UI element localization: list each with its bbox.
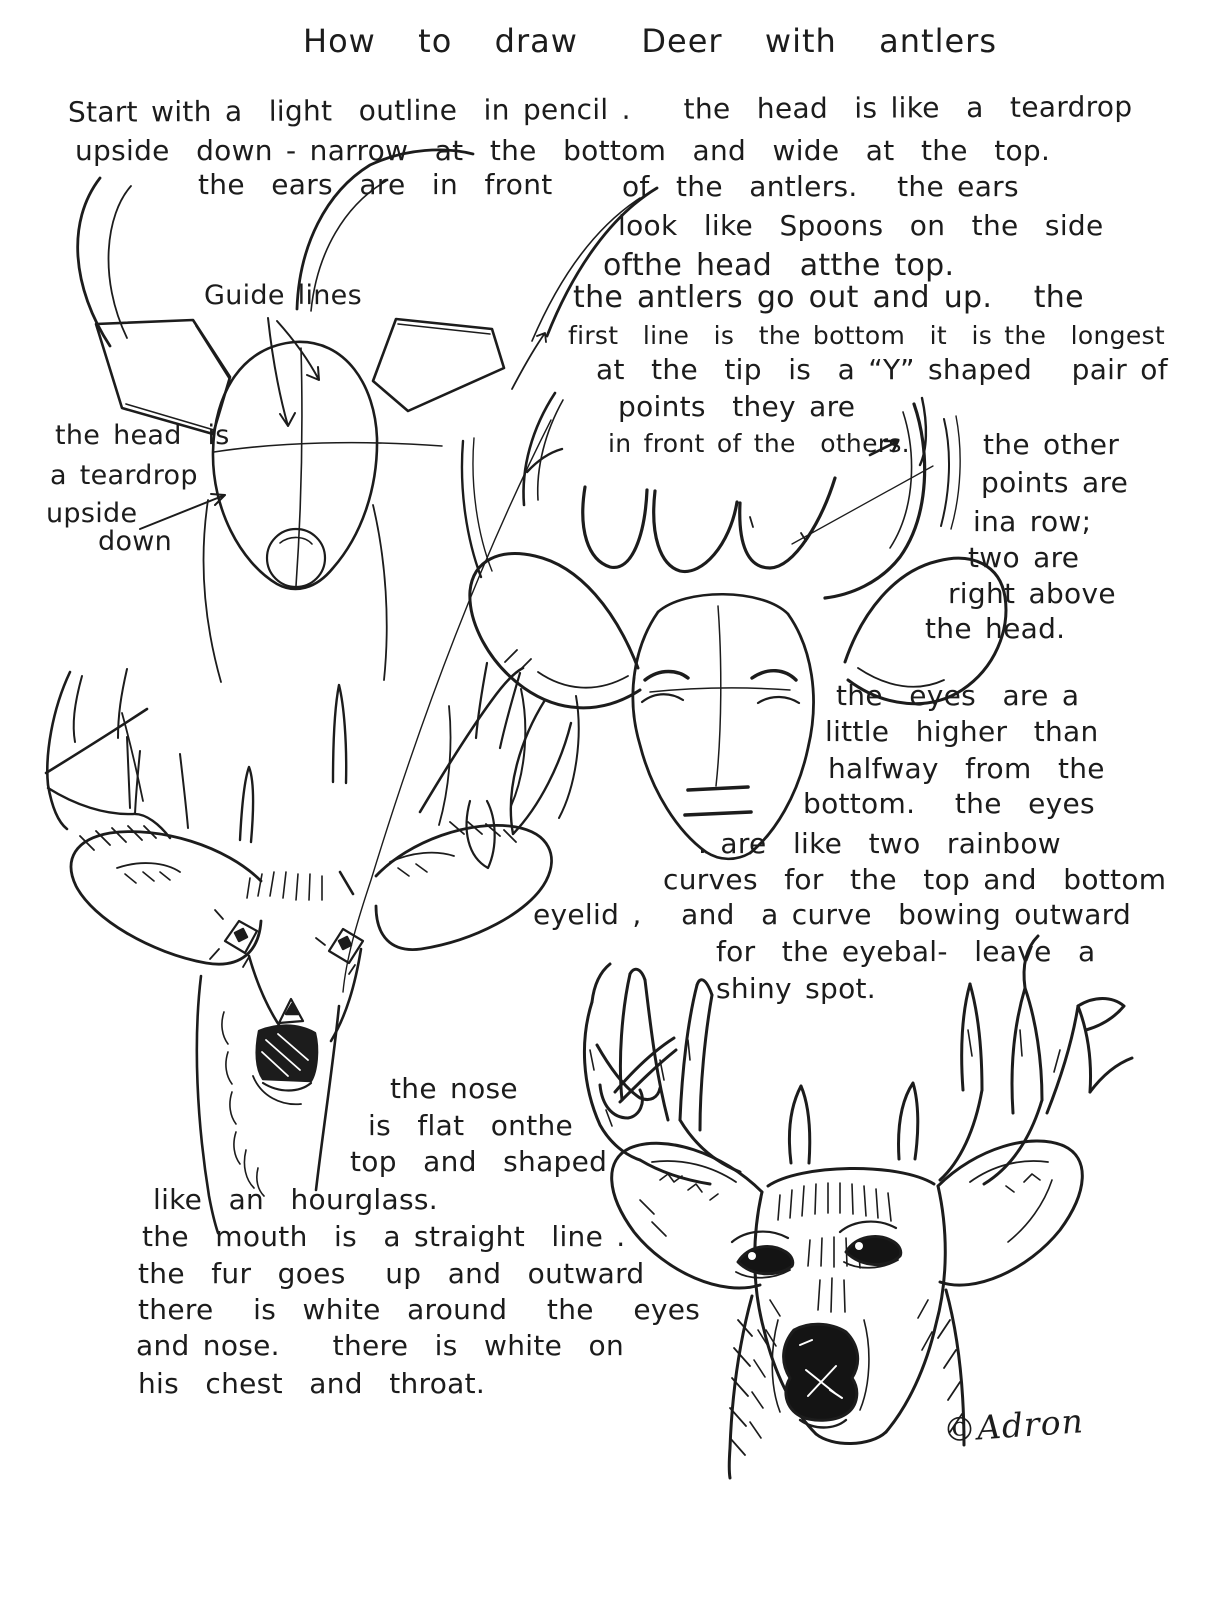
closing-note-line-5: and nose. there is white on: [136, 1329, 625, 1362]
artist-signature: ©Adron: [941, 1401, 1086, 1450]
other-points-line-1: the other: [983, 428, 1120, 461]
other-points-line-5: right above: [948, 577, 1116, 610]
teardrop-label-3: upside: [46, 498, 138, 529]
intro-line-1: Start with a light outline in pencil . the head is like a teardrop: [67, 90, 1133, 129]
nose-note-line-2: is flat onthe: [368, 1109, 574, 1142]
teardrop-label-1: the head is: [55, 420, 230, 451]
antlers-note-line-2: first line is the bottom it is the longest: [568, 321, 1165, 350]
closing-note-line-6: his chest and throat.: [138, 1367, 486, 1400]
ears-note-line-2: of the antlers. the ears: [622, 170, 1019, 203]
nose-note-line-1: the nose: [390, 1072, 518, 1105]
teardrop-label-2: a teardrop: [50, 460, 198, 491]
ears-note-line-1: the ears are in front: [198, 168, 553, 201]
eyes-note-line-4: bottom. the eyes: [803, 787, 1095, 820]
eyes-note-line-8: for the eyebal- leave a: [716, 935, 1096, 968]
other-points-line-4: two are: [968, 541, 1080, 574]
antlers-note-line-4: points they are: [618, 390, 856, 423]
other-points-line-3: ina row;: [973, 505, 1092, 538]
antlers-note-line-5: in front of the others.: [608, 429, 910, 458]
other-points-line-2: points are: [981, 466, 1129, 499]
ears-note-line-3: look like Spoons on the side: [618, 209, 1104, 242]
closing-note-line-3: the fur goes up and outward: [138, 1257, 645, 1290]
antlers-note-line-3: at the tip is a “Y” shaped pair of: [596, 353, 1168, 386]
eyes-note-line-6: curves for the top and bottom: [663, 863, 1167, 896]
page-title: How to draw Deer with antlers: [303, 22, 997, 60]
eyes-note-line-5: . are like two rainbow: [698, 827, 1061, 860]
nose-note-line-3: top and shaped: [350, 1145, 608, 1178]
closing-note-line-4: there is white around the eyes: [138, 1293, 701, 1326]
sketch-step4-finished-buck: [584, 936, 1132, 1478]
teardrop-label-4: down: [98, 526, 173, 557]
other-points-line-6: the head.: [925, 612, 1066, 645]
intro-line-2: upside down - narrow at the bottom and wide at the top.: [75, 134, 1051, 167]
closing-note-line-1: like an hourglass.: [153, 1183, 438, 1216]
eyes-note-line-2: little higher than: [825, 715, 1099, 748]
eyes-note-line-1: the eyes are a: [836, 679, 1080, 712]
closing-note-line-2: the mouth is a straight line .: [142, 1220, 626, 1253]
eyes-note-line-3: halfway from the: [828, 752, 1105, 785]
eyes-note-line-9: shiny spot.: [716, 972, 877, 1005]
eyes-note-line-7: eyelid , and a curve bowing outward: [533, 898, 1132, 931]
antlers-note-line-1: the antlers go out and up. the: [573, 280, 1084, 315]
ears-note-line-4: ofthe head atthe top.: [603, 248, 955, 283]
guide-lines-label: Guide lines: [204, 280, 362, 311]
